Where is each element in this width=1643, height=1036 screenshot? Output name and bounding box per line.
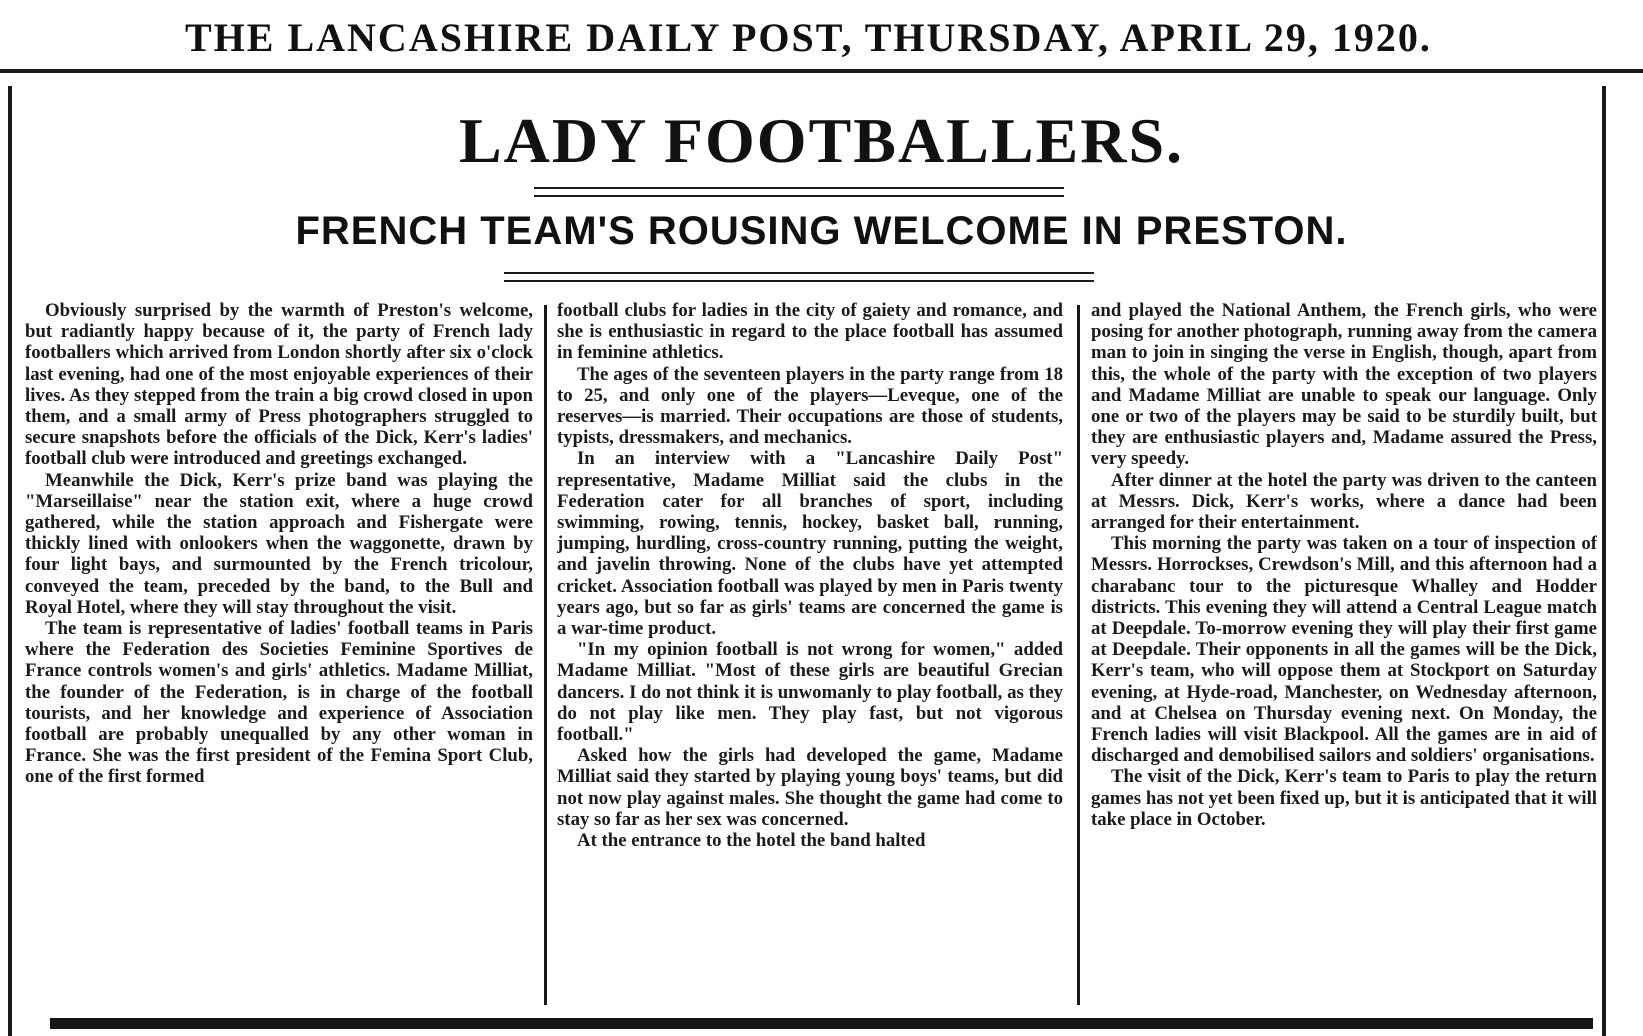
masthead-title: THE LANCASHIRE DAILY POST, THURSDAY, APRIL 29, 1920.: [185, 15, 1432, 60]
column-divider: [544, 305, 547, 1005]
column-3-paragraph: and played the National Anthem, the French girls, who were posing for another photograph, running away from the camera man to join in singing the verse in English, though, apart from this, the whole of the party with the exception of two players and Madame Milliat are unable to speak our language. Only one or two of the players may be said to be sturdily built, but they are enthusiastic players and, Madame assured the Press, very speedy.: [1091, 300, 1597, 470]
column-2-paragraph: "In my opinion football is not wrong for women," added Madame Milliat. "Most of these girls are beautiful Grecian dancers. I do not think it is unwomanly to play football, as they do not play like men. They play fast, but not vigorous football.": [557, 639, 1063, 746]
column-3-paragraph: This morning the party was taken on a tour of inspection of Messrs. Horrockses, Crewdson's Mill, and this afternoon had a charabanc tour to the picturesque Whalley and Hodder districts. This evening they will attend a Central League match at Deepdale. To-morrow evening they will play their first game at Deepdale. Their opponents in all the games will be the Dick, Kerr's team, who will oppose them at Stockport on Saturday evening, at Hyde-road, Manchester, on Wednesday afternoon, and at Chelsea on Thursday evening next. On Monday, the French ladies will visit Blackpool. All the games are in aid of discharged and demobilised sailors and soldiers' organisations.: [1091, 533, 1597, 767]
column-1-paragraph: Obviously surprised by the warmth of Preston's welcome, but radiantly happy because of it, the party of French lady footballers which arrived from London shortly after six o'clock last evening, had one of the most enjoyable experiences of their lives. As they stepped from the train a big crowd closed in upon them, and a small army of Press photographers struggled to secure snapshots before the officials of the Dick, Kerr's ladies' football club were introduced and greetings exchanged.: [25, 300, 533, 470]
masthead: [0, 0, 1643, 78]
subheadline-rule: [504, 272, 1094, 282]
column-1-paragraph: The team is representative of ladies' football teams in Paris where the Federation des Societies Feminine Sportives de France controls women's and girls' athletics. Madame Milliat, the founder of the Federation, is in charge of the football tourists, and her knowledge and experience of Association football are probably unequalled by any other woman in France. She was the first president of the Femina Sport Club, one of the first formed: [25, 618, 533, 788]
column-2-paragraph: football clubs for ladies in the city of gaiety and romance, and she is enthusiastic in regard to the place football has assumed in feminine athletics.: [557, 300, 1063, 364]
column-2-paragraph: The ages of the seventeen players in the party range from 18 to 25, and only one of the players—Leveque, one of the reserves—is married. Their occupations are those of students, typists, dressmakers, and mechanics.: [557, 363, 1063, 449]
column-3-paragraph: The visit of the Dick, Kerr's team to Paris to play the return games has not yet been fixed up, but it is anticipated that it will take place in October.: [1091, 766, 1597, 830]
column-1: [25, 300, 533, 1005]
column-divider: [1077, 305, 1080, 1005]
masthead-rule: [0, 69, 1643, 73]
column-1-paragraph: Meanwhile the Dick, Kerr's prize band was playing the "Marseillaise" near the station exit, where a huge crowd gathered, while the station approach and Fishergate were thickly lined with onlookers when the waggonette, drawn by four light bays, and surmounted by the French tricolour, conveyed the team, preceded by the band, to the Bull and Royal Hotel, where they will stay throughout the visit.: [25, 469, 533, 618]
headline-rule: [534, 187, 1064, 197]
column-3: [1091, 300, 1597, 1005]
column-2-paragraph: In an interview with a "Lancashire Daily Post" representative, Madame Milliat said the clubs in the Federation cater for all branches of sport, including swimming, rowing, tennis, hockey, basket ball, running, jumping, hurdling, cross-country running, putting the weight, and javelin throwing. None of the clubs have yet attempted cricket. Association football was played by men in Paris twenty years ago, but so far as girls' teams are concerned the game is a war-time product.: [557, 448, 1063, 640]
column-2: [557, 300, 1063, 1005]
bottom-rule: [50, 1018, 1593, 1029]
column-2-paragraph: Asked how the girls had developed the game, Madame Milliat said they started by playing young boys' teams, but did not now play against males. She thought the game had come to stay so far as her sex was concerned.: [557, 745, 1063, 830]
column-3-paragraph: After dinner at the hotel the party was driven to the canteen at Messrs. Dick, Kerr's works, where a dance had been arranged for their entertainment.: [1091, 469, 1597, 534]
article-headline: LADY FOOTBALLERS.: [458, 105, 1185, 176]
article-subheadline: FRENCH TEAM'S ROUSING WELCOME IN PRESTON.: [295, 209, 1348, 253]
column-2-paragraph: At the entrance to the hotel the band halted: [577, 830, 926, 852]
